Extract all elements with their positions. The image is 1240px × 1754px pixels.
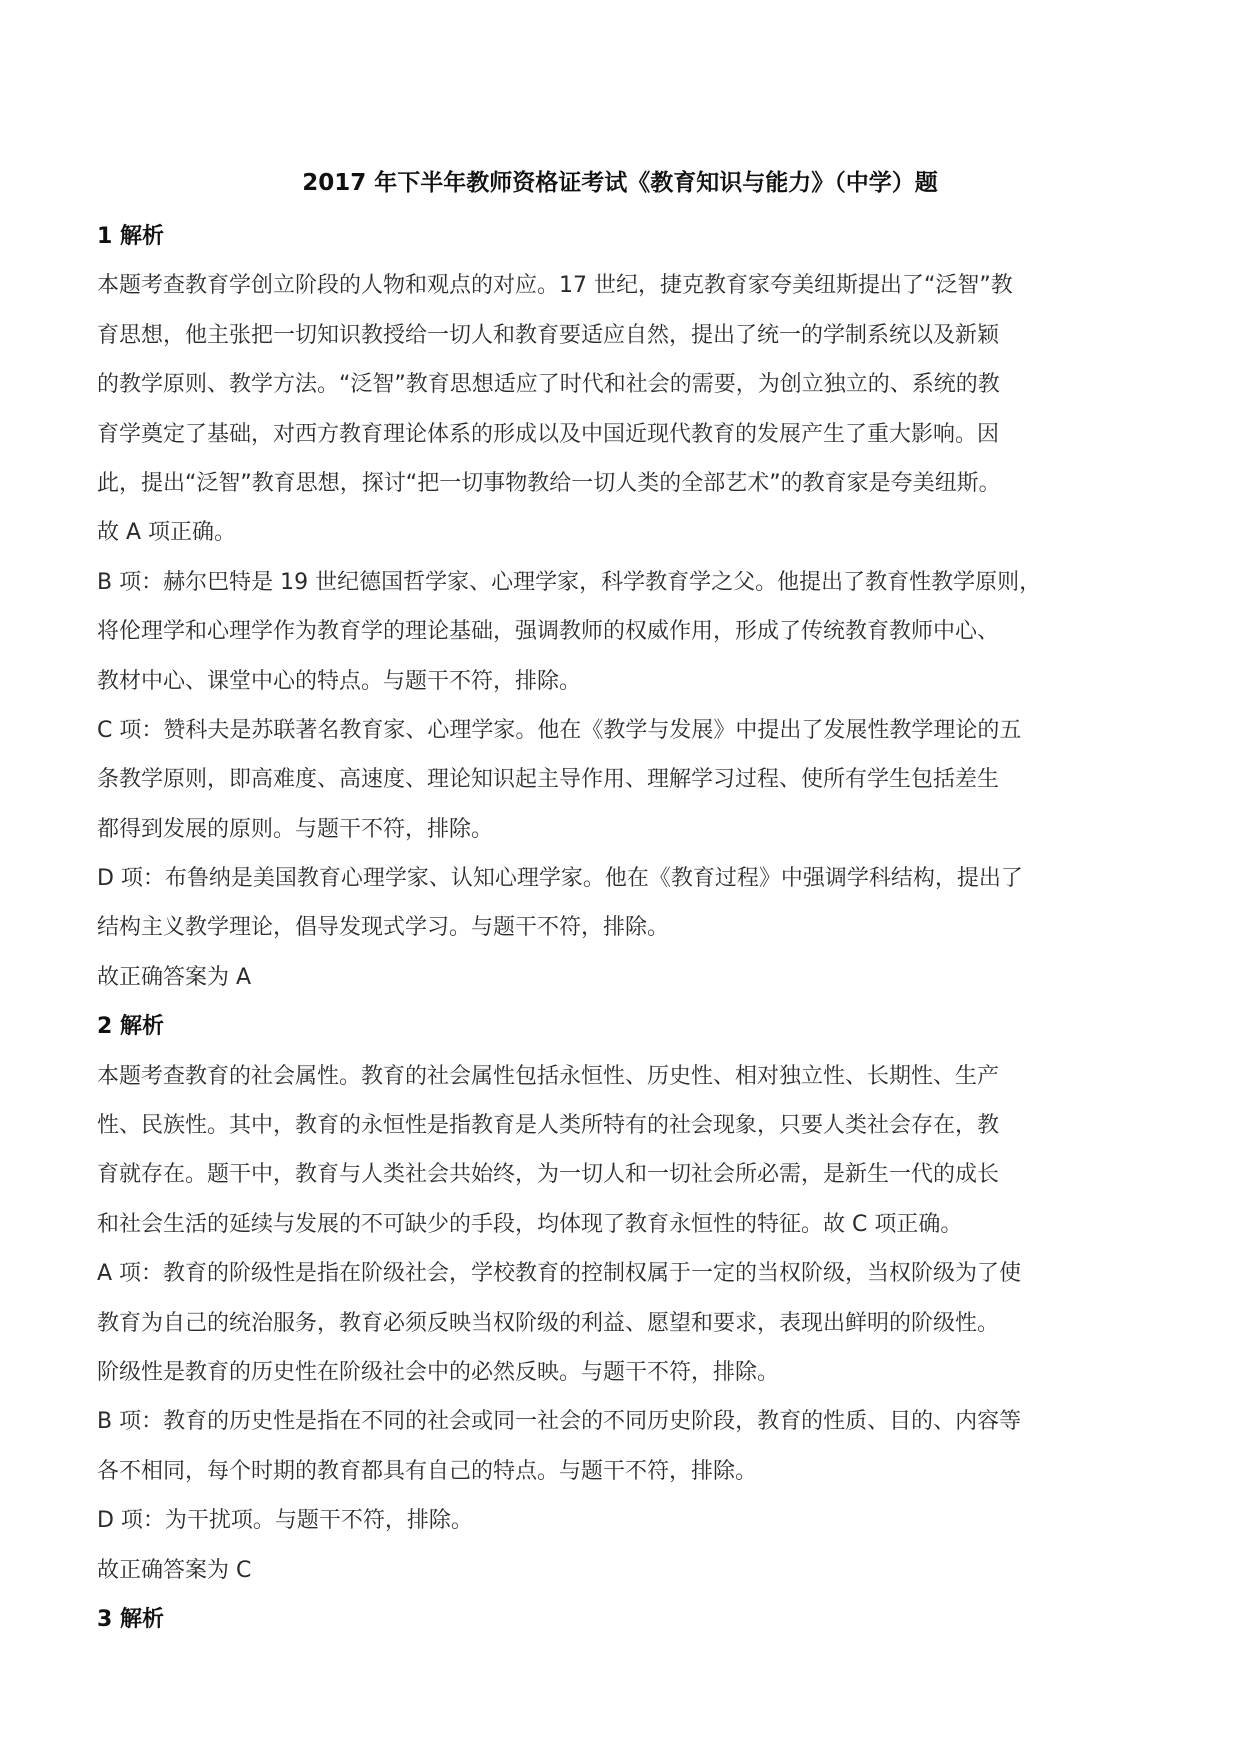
- section-heading: 1 解析: [97, 224, 164, 249]
- section-heading: 2 解析: [97, 1014, 164, 1040]
- paragraph-line: 各不相同，每个时期的教育都具有自己的特点。与题干不符，排除。: [97, 1458, 758, 1484]
- document-body: [97, 212, 1157, 1644]
- paragraph-line: B 项：教育的历史性是指在不同的社会或同一社会的不同历史阶段，教育的性质、目的、内容等: [97, 1409, 1022, 1435]
- paragraph-line: 育学奠定了基础，对西方教育理论体系的形成以及中国近现代教育的发展产生了重大影响。因: [97, 421, 1000, 447]
- paragraph-line: 故正确答案为 A: [97, 964, 252, 990]
- paragraph-line: 教育为自己的统治服务，教育必须反映当权阶级的利益、愿望和要求，表现出鲜明的阶级性。: [97, 1310, 1000, 1336]
- paragraph-line: 阶级性是教育的历史性在阶级社会中的必然反映。与题干不符，排除。: [97, 1359, 780, 1385]
- paragraph-line: 此，提出“泛智”教育思想，探讨“把一切事物教给一切人类的全部艺术”的教育家是夸美纽斯。: [97, 470, 1001, 496]
- paragraph-line: 结构主义教学理论，倡导发现式学习。与题干不符，排除。: [97, 915, 670, 941]
- paragraph-line: 教材中心、课堂中心的特点。与题干不符，排除。: [97, 668, 582, 694]
- paragraph-line: C 项：赞科夫是苏联著名教育家、心理学家。他在《教学与发展》中提出了发展性教学理论的五: [97, 717, 1022, 743]
- paragraph-line: D 项：布鲁纳是美国教育心理学家、认知心理学家。他在《教育过程》中强调学科结构，提出了: [97, 866, 1023, 892]
- paragraph-line: 本题考查教育学创立阶段的人物和观点的对应。17 世纪，捷克教育家夸美纽斯提出了“泛智”教: [97, 273, 1013, 299]
- paragraph-line: B 项：赫尔巴特是 19 世纪德国哲学家、心理学家，科学教育学之父。他提出了教育性教学原则，: [97, 569, 1042, 595]
- page-title: 2017 年下半年教师资格证考试《教育知识与能力》（中学）题: [302, 170, 938, 196]
- paragraph-line: 将伦理学和心理学作为教育学的理论基础，强调教师的权威作用，形成了传统教育教师中心、: [97, 619, 1000, 645]
- paragraph-line: 故正确答案为 C: [97, 1557, 252, 1583]
- paragraph-line: 条教学原则，即高难度、高速度、理论知识起主导作用、理解学习过程、使所有学生包括差生: [97, 767, 1000, 793]
- paragraph-line: 故 A 项正确。: [97, 520, 237, 546]
- paragraph-line: 都得到发展的原则。与题干不符，排除。: [97, 816, 494, 842]
- paragraph-line: A 项：教育的阶级性是指在阶级社会，学校教育的控制权属于一定的当权阶级，当权阶级为了使: [97, 1261, 1022, 1287]
- paragraph-line: 的教学原则、教学方法。“泛智”教育思想适应了时代和社会的需要，为创立独立的、系统的教: [97, 372, 1000, 398]
- paragraph-line: D 项：为干扰项。与题干不符，排除。: [97, 1508, 473, 1534]
- paragraph-line: 本题考查教育的社会属性。教育的社会属性包括永恒性、历史性、相对独立性、长期性、生产: [97, 1063, 1000, 1089]
- paragraph-line: 育就存在。题干中，教育与人类社会共始终，为一切人和一切社会所必需，是新生一代的成长: [97, 1162, 1000, 1188]
- paragraph-line: 育思想，他主张把一切知识教授给一切人和教育要适应自然，提出了统一的学制系统以及新颖: [97, 322, 1000, 348]
- paragraph-line: 和社会生活的延续与发展的不可缺少的手段，均体现了教育永恒性的特征。故 C 项正确。: [97, 1211, 963, 1237]
- section-heading: 3 解析: [97, 1606, 164, 1632]
- paragraph-line: 性、民族性。其中，教育的永恒性是指教育是人类所特有的社会现象，只要人类社会存在，教: [97, 1113, 1000, 1139]
